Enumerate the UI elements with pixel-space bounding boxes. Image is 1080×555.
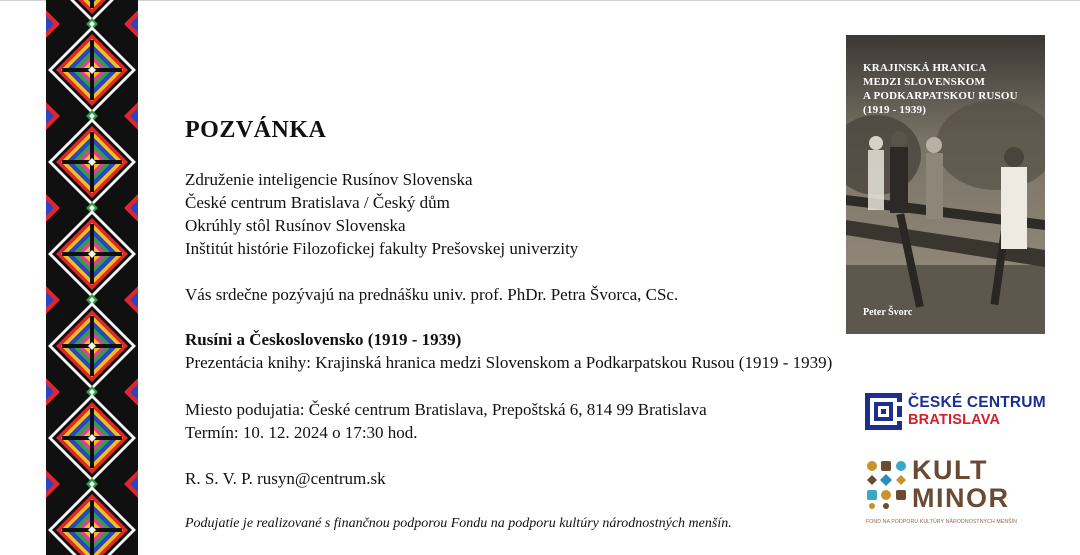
book-cover-title-line: (1919 - 1939) <box>863 104 927 116</box>
folk-ornament-strip <box>46 0 138 555</box>
kult-minor-word-minor: MINOR <box>912 483 1010 513</box>
ornament-shape <box>90 0 94 8</box>
kult-minor-tagline: FOND NA PODPORU KULTÚRY NÁRODNOSTNÝCH MENŠÍN <box>866 519 1018 525</box>
folk-ornament-pattern <box>46 0 138 555</box>
book-cover-author: Peter Švorc <box>863 307 913 318</box>
top-border <box>0 0 1080 1</box>
event-venue: Miesto podujatia: České centrum Bratislava, Prepoštská 6, 814 99 Bratislava <box>185 400 707 419</box>
book-cover-title-line: A PODKARPATSKOU RUSOU <box>863 90 1018 102</box>
organizer-line: Okrúhly stôl Rusínov Slovenska <box>185 216 406 235</box>
lecture-title: Rusíni a Československo (1919 - 1939) <box>185 330 462 349</box>
organizer-line: České centrum Bratislava / Český dům <box>185 193 450 212</box>
book-cover-title <box>863 61 1038 117</box>
invitation-title: POZVÁNKA <box>185 117 327 143</box>
organizer-line: Združenie inteligencie Rusínov Slovenska <box>185 170 473 189</box>
event-date: Termín: 10. 12. 2024 o 17:30 hod. <box>185 423 418 442</box>
ceske-centrum-city: BRATISLAVA <box>908 412 1001 428</box>
book-cover <box>846 35 1045 334</box>
lecture-subtitle: Prezentácia knihy: Krajinská hranica medzi Slovenskom a Podkarpatskou Rusou (1919 - 1939) <box>185 353 833 372</box>
kult-minor-logo <box>866 455 1046 530</box>
ceske-centrum-name: ČESKÉ CENTRUM <box>908 394 1046 411</box>
rsvp-contact: R. S. V. P. rusyn@centrum.sk <box>185 469 386 488</box>
ceske-centrum-mark-icon <box>865 393 902 430</box>
book-cover-title-line: KRAJINSKÁ HRANICA <box>863 62 987 74</box>
kult-minor-mark-icon <box>866 460 908 510</box>
invitation-sentence: Vás srdečne pozývajú na prednášku univ. prof. PhDr. Petra Švorca, CSc. <box>185 285 679 304</box>
ceske-centrum-logo <box>865 393 1045 431</box>
organizer-line: Inštitút histórie Filozofickej fakulty Prešovskej univerzity <box>185 239 579 258</box>
book-cover-title-line: MEDZI SLOVENSKOM <box>863 76 986 88</box>
funding-note: Podujatie je realizované s finančnou podporou Fondu na podporu kultúry národnostných menšín. <box>185 516 732 531</box>
kult-minor-word-kult: KULT <box>912 455 988 485</box>
